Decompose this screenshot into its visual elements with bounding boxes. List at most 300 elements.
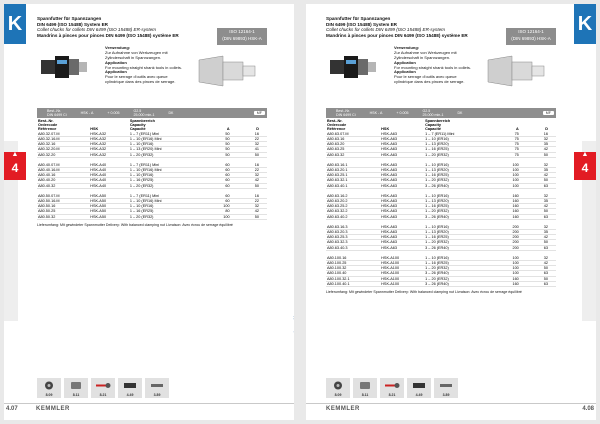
cell-ordercode: A80.50.07.M (37, 194, 89, 199)
cell-d: 32 (527, 136, 556, 141)
side-text-label (293, 304, 294, 364)
hdr-dk: DK (168, 111, 174, 116)
table-header (37, 120, 267, 131)
cell-hsk: HSK-A50 (89, 209, 129, 214)
collet-icon (68, 381, 84, 390)
cell-hsk: HSK-A32 (89, 136, 129, 141)
cell-a: 75 (493, 132, 527, 137)
cell-capacity: 1 – 10 (ER16) Mini (129, 199, 204, 204)
cell-ordercode: A80.100.32.1 (326, 276, 380, 281)
cell-hsk: HSK-A63 (380, 152, 424, 157)
cell-ordercode: A80.100.25 (326, 261, 380, 266)
cell-a: 160 (493, 194, 527, 199)
cell-ordercode: A80.63.25.3 (326, 235, 380, 240)
hdr-ordercode-a: Best.-Nr. (47, 109, 61, 114)
cell-a: 60 (204, 173, 238, 178)
cell-hsk: HSK-A63 (380, 147, 424, 152)
cell-d: 42 (527, 235, 556, 240)
cell-hsk: HSK-A63 (380, 173, 424, 178)
cell-capacity: 1 – 16 (ER25) (424, 235, 493, 240)
accessory-item[interactable] (145, 378, 169, 398)
cell-hsk: HSK-A40 (89, 163, 129, 168)
hdr-balance (123, 109, 158, 117)
cell-a: 160 (493, 276, 527, 281)
cell-ordercode: A80.63.20 (326, 142, 380, 147)
left-content (37, 16, 267, 227)
cell-a: 160 (493, 199, 527, 204)
cell-ordercode: A80.63.25.2 (326, 204, 380, 209)
cell-ordercode: A80.63.16.2 (326, 194, 380, 199)
cell-hsk: HSK-A63 (380, 142, 424, 147)
cell-d: 35 (527, 167, 556, 172)
cell-a: 50 (204, 152, 238, 157)
cell-hsk: HSK-A63 (380, 240, 424, 245)
cell-ordercode: A80.100.16 (326, 256, 380, 261)
hdr-ordercode-b: DIN 6499 Ci (336, 113, 356, 118)
cell-capacity: 1 – 10 (ER16) Mini (129, 136, 204, 141)
cell-capacity: 1 – 16 (ER25) (424, 173, 493, 178)
cell-ordercode: A80.63.32.2 (326, 209, 380, 214)
cell-d: 42 (527, 261, 556, 266)
cell-ordercode: A80.63.20.3 (326, 230, 380, 235)
collet-chuck-image (330, 50, 378, 84)
th-capacity (424, 120, 493, 131)
cell-d: 16 (238, 163, 267, 168)
cell-ordercode: A80.100.40.1 (326, 281, 380, 286)
cell-hsk: HSK-A32 (89, 152, 129, 157)
cell-a: 200 (493, 230, 527, 235)
cell-a: 50 (204, 132, 238, 137)
cell-ordercode: A80.63.40.3 (326, 245, 380, 250)
usage-en-1: For mounting straight shank tools in collets. (105, 64, 182, 70)
cell-a: 50 (204, 142, 238, 147)
hdr-dk: DK (457, 111, 463, 116)
table-header (326, 120, 556, 131)
usage-text (394, 46, 471, 84)
cell-d: 32 (238, 142, 267, 147)
cell-d: 50 (527, 209, 556, 214)
th-capacity-fr: Capacité (129, 126, 146, 131)
usage-de-1: Zur Aufnahme von Werkzeugen mit (394, 50, 457, 56)
cell-d: 42 (527, 204, 556, 209)
cell-capacity: 1 – 7 (ER11) Mini (129, 132, 204, 137)
cell-hsk: HSK-A63 (380, 230, 424, 235)
cell-capacity: 1 – 16 (ER25) (424, 261, 493, 266)
th-capacity-fr: Capacité (425, 126, 441, 131)
cell-capacity: 1 – 13 (ER20) Mini (129, 147, 204, 152)
cell-a: 75 (493, 147, 527, 152)
side-text (293, 244, 294, 364)
usage-de-2: Zylinderschaft in Spannzangen. (394, 54, 451, 60)
accessory-page-ref: 8.21 (99, 393, 107, 397)
cell-capacity: 3 – 26 (ER40) (424, 271, 493, 276)
title-de: Spannfutter für Spannzangen (326, 16, 391, 21)
cell-a: 200 (493, 235, 527, 240)
wrench-icon (95, 381, 111, 390)
footer-divider (306, 403, 596, 404)
cell-ordercode: A80.50.32 (37, 214, 89, 219)
usage-text (105, 46, 182, 84)
hdr-hsk: HSK - A (369, 111, 383, 116)
cell-a: 60 (204, 183, 238, 188)
th-capacity-de: Spannbereich (425, 119, 451, 124)
title-en: Collet chucks for collets DIN 6499 (ISO 15488) ER-system (37, 27, 156, 33)
cell-d: 50 (527, 266, 556, 271)
hdr-tolerance: + 0.005 (396, 111, 409, 116)
cell-d: 32 (527, 256, 556, 261)
standard-code-box (506, 28, 556, 45)
accessory-item[interactable] (380, 378, 404, 398)
cell-capacity: 1 – 13 (ER20) (424, 230, 493, 235)
cell-capacity: 1 – 7 (ER11) Mini (424, 132, 493, 137)
cell-capacity: 1 – 13 (ER20) (424, 199, 493, 204)
cell-d: 42 (238, 178, 267, 183)
cell-hsk: HSK-A100 (380, 266, 424, 271)
accessory-page-ref: 3.89 (442, 393, 450, 397)
cell-hsk: HSK-A63 (380, 235, 424, 240)
cell-capacity: 1 – 10 (ER16) (424, 256, 493, 261)
cell-a: 100 (493, 167, 527, 172)
cell-capacity: 1 – 20 (ER32) (424, 152, 493, 157)
cell-ordercode: A80.63.40.1 (326, 183, 380, 188)
hdr-balance-a: G2.5 (422, 109, 431, 114)
cell-ordercode: A80.32.07.M (37, 132, 89, 137)
cell-capacity: 1 – 13 (ER20) (424, 142, 493, 147)
cell-hsk: HSK-A32 (89, 142, 129, 147)
cell-ordercode: A80.63.16.3 (326, 225, 380, 230)
accessory-page-ref: 8.11 (361, 393, 369, 397)
cell-a: 100 (493, 266, 527, 271)
cell-capacity: 1 – 16 (ER25) (129, 178, 204, 183)
collet-chuck-image (41, 50, 89, 84)
cell-capacity: 1 – 10 (ER16) (424, 163, 493, 168)
usage-fr-2: cylindrique dans des pinces de serrage. (394, 78, 465, 84)
accessory-page-ref: 3.89 (153, 393, 161, 397)
hdr-hsk: HSK - A (80, 111, 94, 116)
hdr-ordercode-a: Best.-Nr. (336, 109, 350, 114)
cell-hsk: HSK-A63 (380, 225, 424, 230)
cell-ordercode: A80.50.16 (37, 204, 89, 209)
th-capacity (129, 120, 204, 131)
cell-capacity: 3 – 26 (ER40) (424, 245, 493, 250)
mf-icon: MF (543, 111, 554, 115)
accessory-item[interactable] (37, 378, 61, 398)
cell-hsk: HSK-A40 (89, 173, 129, 178)
cell-d: 16 (238, 132, 267, 137)
cell-d: 16 (238, 194, 267, 199)
cell-ordercode: A80.32.16 (37, 142, 89, 147)
coolant-tube-icon (438, 381, 454, 390)
cell-d: 35 (527, 199, 556, 204)
cell-d: 50 (527, 240, 556, 245)
cell-d: 22 (238, 167, 267, 172)
cell-capacity: 1 – 10 (ER16) (129, 142, 204, 147)
cell-capacity: 1 – 20 (ER32) (129, 152, 204, 157)
cell-a: 100 (204, 214, 238, 219)
cell-ordercode: A80.40.16 (37, 173, 89, 178)
usage-en-1: For mounting straight shank tools in collets. (394, 64, 471, 70)
hdr-ordercode (326, 109, 360, 117)
th-capacity-en: Capacity (129, 123, 146, 128)
standard-code-2: (DIN 69893) HSK-A (511, 36, 551, 41)
cell-ordercode: A80.63.25 (326, 147, 380, 152)
cell-a: 100 (493, 256, 527, 261)
cell-ordercode: A80.63.32.1 (326, 178, 380, 183)
brand-tab: K (574, 4, 596, 44)
accessory-item[interactable] (64, 378, 88, 398)
cell-capacity: 1 – 13 (ER20) (424, 167, 493, 172)
cell-capacity: 1 – 20 (ER32) (424, 240, 493, 245)
cell-hsk: HSK-A63 (380, 194, 424, 199)
pull-stud-icon (411, 381, 427, 390)
cell-d: 50 (238, 214, 267, 219)
cell-hsk: HSK-A100 (380, 281, 424, 286)
hdr-tolerance: + 0.005 (107, 111, 120, 116)
th-d: D (545, 126, 548, 131)
chapter-number: 4 (11, 161, 19, 175)
product-figure (326, 44, 556, 96)
pull-stud-icon (122, 381, 138, 390)
accessory-item[interactable] (91, 378, 115, 398)
cell-a: 50 (204, 147, 238, 152)
table-row (326, 281, 556, 286)
clamping-nut-icon (330, 381, 346, 390)
accessory-item[interactable] (118, 378, 142, 398)
usage-label-de: Verwendung: (105, 45, 131, 51)
table-row (37, 214, 267, 219)
usage-label-fr: Application (394, 69, 416, 75)
cell-d: 50 (527, 178, 556, 183)
clamping-nut-icon (41, 381, 57, 390)
footer-logo: KEMMLER (36, 406, 70, 412)
cell-hsk: HSK-A63 (380, 136, 424, 141)
cell-capacity: 1 – 20 (ER32) (424, 276, 493, 281)
cell-hsk: HSK-A63 (380, 167, 424, 172)
cell-d: 42 (238, 209, 267, 214)
chapter-tab[interactable] (4, 152, 26, 180)
cell-ordercode: A80.100.32 (326, 266, 380, 271)
accessory-page-ref: 8.11 (72, 393, 80, 397)
cell-d: 35 (527, 230, 556, 235)
cell-capacity: 1 – 20 (ER32) (129, 214, 204, 219)
page-number: 4.08 (582, 406, 594, 412)
cell-a: 100 (493, 173, 527, 178)
cell-a: 100 (493, 178, 527, 183)
cell-ordercode: A80.63.25.1 (326, 173, 380, 178)
cell-ordercode: A80.40.20 (37, 178, 89, 183)
cell-hsk: HSK-A100 (380, 276, 424, 281)
cell-capacity: 1 – 20 (ER32) (424, 178, 493, 183)
cell-capacity: 3 – 26 (ER40) (424, 183, 493, 188)
usage-fr-1: Pour le serrage d'outils avec queue (105, 74, 168, 80)
cell-d: 63 (527, 183, 556, 188)
usage-fr-1: Pour le serrage d'outils avec queue (394, 74, 457, 80)
cell-d: 32 (527, 225, 556, 230)
tool-icon: ▲ (11, 151, 19, 158)
cell-d: 42 (527, 147, 556, 152)
th-ordercode-en: Ordercode (38, 123, 58, 128)
accessory-bar (37, 378, 169, 398)
cell-ordercode: A80.40.16.M (37, 167, 89, 172)
cell-ordercode: A80.32.20 (37, 152, 89, 157)
th-a: A (226, 126, 230, 131)
cell-hsk: HSK-A63 (380, 163, 424, 168)
spec-header-bar (326, 108, 556, 118)
standard-code-1: ISO 12164-1 (518, 29, 544, 34)
cell-d: 22 (238, 136, 267, 141)
cell-a: 100 (493, 183, 527, 188)
cell-ordercode: A80.50.25 (37, 209, 89, 214)
cell-a: 80 (204, 209, 238, 214)
spec-table (326, 120, 556, 287)
th-hsk: HSK (381, 126, 390, 131)
cell-capacity: 1 – 20 (ER32) (129, 183, 204, 188)
hdr-ordercode (37, 109, 71, 117)
cell-hsk: HSK-A63 (380, 214, 424, 219)
usage-de-1: Zur Aufnahme von Werkzeugen mit (105, 50, 168, 56)
title-din: DIN 6499 (ISO 15488) System ER (326, 21, 397, 27)
cell-capacity: 3 – 26 (ER40) (424, 281, 493, 286)
cell-a: 60 (204, 163, 238, 168)
th-ordercode-de: Best.-Nr. (38, 119, 54, 124)
chapter-tab[interactable] (574, 152, 596, 180)
cell-d: 22 (238, 199, 267, 204)
collet-icon (357, 381, 373, 390)
cell-d: 50 (238, 152, 267, 157)
standard-code-box (217, 28, 267, 45)
cell-hsk: HSK-A40 (89, 183, 129, 188)
accessory-page-ref: 8.09 (334, 393, 342, 397)
cell-a: 100 (493, 261, 527, 266)
accessory-page-ref: 8.09 (45, 393, 53, 397)
cell-a: 160 (493, 214, 527, 219)
cell-ordercode: A80.63.32 (326, 152, 380, 157)
cell-hsk: HSK-A32 (89, 147, 129, 152)
accessory-bar (326, 378, 458, 398)
cell-a: 200 (493, 240, 527, 245)
cell-ordercode: A80.50.16.M (37, 199, 89, 204)
hdr-ordercode-b: DIN 6499 Ci (47, 113, 67, 118)
usage-de-2: Zylinderschaft in Spannzangen. (105, 54, 162, 60)
th-ordercode-fr: Référence (327, 126, 346, 131)
cell-hsk: HSK-A50 (89, 199, 129, 204)
hdr-balance-b: 25.000 min-1 (133, 113, 155, 118)
cell-a: 75 (493, 142, 527, 147)
cell-a: 60 (204, 178, 238, 183)
cell-hsk: HSK-A63 (380, 199, 424, 204)
cell-capacity: 1 – 10 (ER16) (424, 225, 493, 230)
usage-label-en: Application (394, 59, 416, 65)
cell-capacity: 1 – 10 (ER16) Mini (129, 167, 204, 172)
product-figure (37, 44, 267, 96)
brand-tab: K (4, 4, 26, 44)
cell-ordercode: A80.32.20.M (37, 147, 89, 152)
usage-label-de: Verwendung: (394, 45, 420, 51)
page-number: 4.07 (6, 406, 18, 412)
accessory-item[interactable] (353, 378, 377, 398)
accessory-item[interactable] (326, 378, 350, 398)
hdr-balance-a: G2.5 (133, 109, 142, 114)
accessory-page-ref: 8.21 (388, 393, 396, 397)
standard-code-1: ISO 12164-1 (229, 29, 255, 34)
th-ordercode-fr: Référence (38, 126, 57, 131)
cell-hsk: HSK-A63 (380, 132, 424, 137)
spec-header-bar (37, 108, 267, 118)
title-fr: Mandrins à pinces pour pinces DIN 6499 (ISO 15488) système ER (37, 32, 179, 38)
cell-d: 63 (527, 271, 556, 276)
cell-d: 50 (527, 152, 556, 157)
cell-a: 60 (204, 167, 238, 172)
th-hsk: HSK (90, 126, 99, 131)
wrench-icon (384, 381, 400, 390)
cell-capacity: 1 – 16 (ER25) (129, 209, 204, 214)
th-capacity-en: Capacity (425, 123, 441, 128)
cell-d: 63 (527, 281, 556, 286)
cell-ordercode: A80.63.07.M (326, 132, 380, 137)
cell-hsk: HSK-A40 (89, 178, 129, 183)
cell-ordercode: A80.63.32.3 (326, 240, 380, 245)
cell-hsk: HSK-A50 (89, 194, 129, 199)
cell-capacity: 1 – 10 (ER16) (129, 204, 204, 209)
cell-hsk: HSK-A63 (380, 178, 424, 183)
cell-hsk: HSK-A100 (380, 261, 424, 266)
usage-fr-2: cylindrique dans des pinces de serrage. (105, 78, 176, 84)
cell-capacity: 1 – 16 (ER25) (424, 147, 493, 152)
title-fr: Mandrins à pinces pour pinces DIN 6499 (ISO 15488) système ER (326, 32, 468, 38)
cell-d: 32 (238, 173, 267, 178)
title-de: Spannfutter für Spannzangen (37, 16, 102, 21)
accessory-item[interactable] (407, 378, 431, 398)
cell-ordercode: A80.63.20.1 (326, 167, 380, 172)
spec-table (37, 120, 267, 219)
cell-d: 63 (527, 245, 556, 250)
technical-drawing (197, 52, 257, 90)
cell-d: 35 (527, 142, 556, 147)
cell-d: 63 (527, 214, 556, 219)
cell-a: 200 (493, 245, 527, 250)
cell-d: 50 (527, 276, 556, 281)
cell-d: 32 (238, 204, 267, 209)
cell-ordercode: A80.40.07.M (37, 163, 89, 168)
cell-a: 100 (493, 271, 527, 276)
th-ordercode-en: Ordercode (327, 123, 347, 128)
cell-ordercode: A80.63.16 (326, 136, 380, 141)
th-d: D (256, 126, 259, 131)
footer-logo: KEMMLER (326, 406, 360, 412)
th-capacity-de: Spannbereich (129, 119, 155, 124)
cell-a: 50 (204, 136, 238, 141)
right-page (306, 4, 596, 420)
cell-a: 200 (493, 225, 527, 230)
cell-a: 75 (493, 152, 527, 157)
chapter-number: 4 (581, 161, 589, 175)
th-ordercode (326, 120, 380, 131)
cell-hsk: HSK-A63 (380, 204, 424, 209)
cell-capacity: 1 – 20 (ER32) (424, 209, 493, 214)
cell-capacity: 1 – 7 (ER11) Mini (129, 163, 204, 168)
left-page (4, 4, 294, 420)
cell-capacity: 1 – 10 (ER16) (129, 173, 204, 178)
tool-icon: ▲ (581, 151, 589, 158)
delivery-note: Lieferumfang: Mit gewindeter Spannmutter Delivery: With balanced clamping nut Livraison: Avec écrou de serrage équilibré (37, 222, 233, 227)
accessory-item[interactable] (434, 378, 458, 398)
cell-d: 41 (238, 147, 267, 152)
cell-hsk: HSK-A63 (380, 183, 424, 188)
delivery-note: Lieferumfang: Mit gewindeter Spannmutter Delivery: With balanced clamping nut Livraison: Avec écrou de serrage équilibré (326, 290, 522, 295)
cell-ordercode: A80.63.40.2 (326, 214, 380, 219)
cell-capacity: 1 – 7 (ER11) Mini (129, 194, 204, 199)
cell-a: 75 (493, 136, 527, 141)
